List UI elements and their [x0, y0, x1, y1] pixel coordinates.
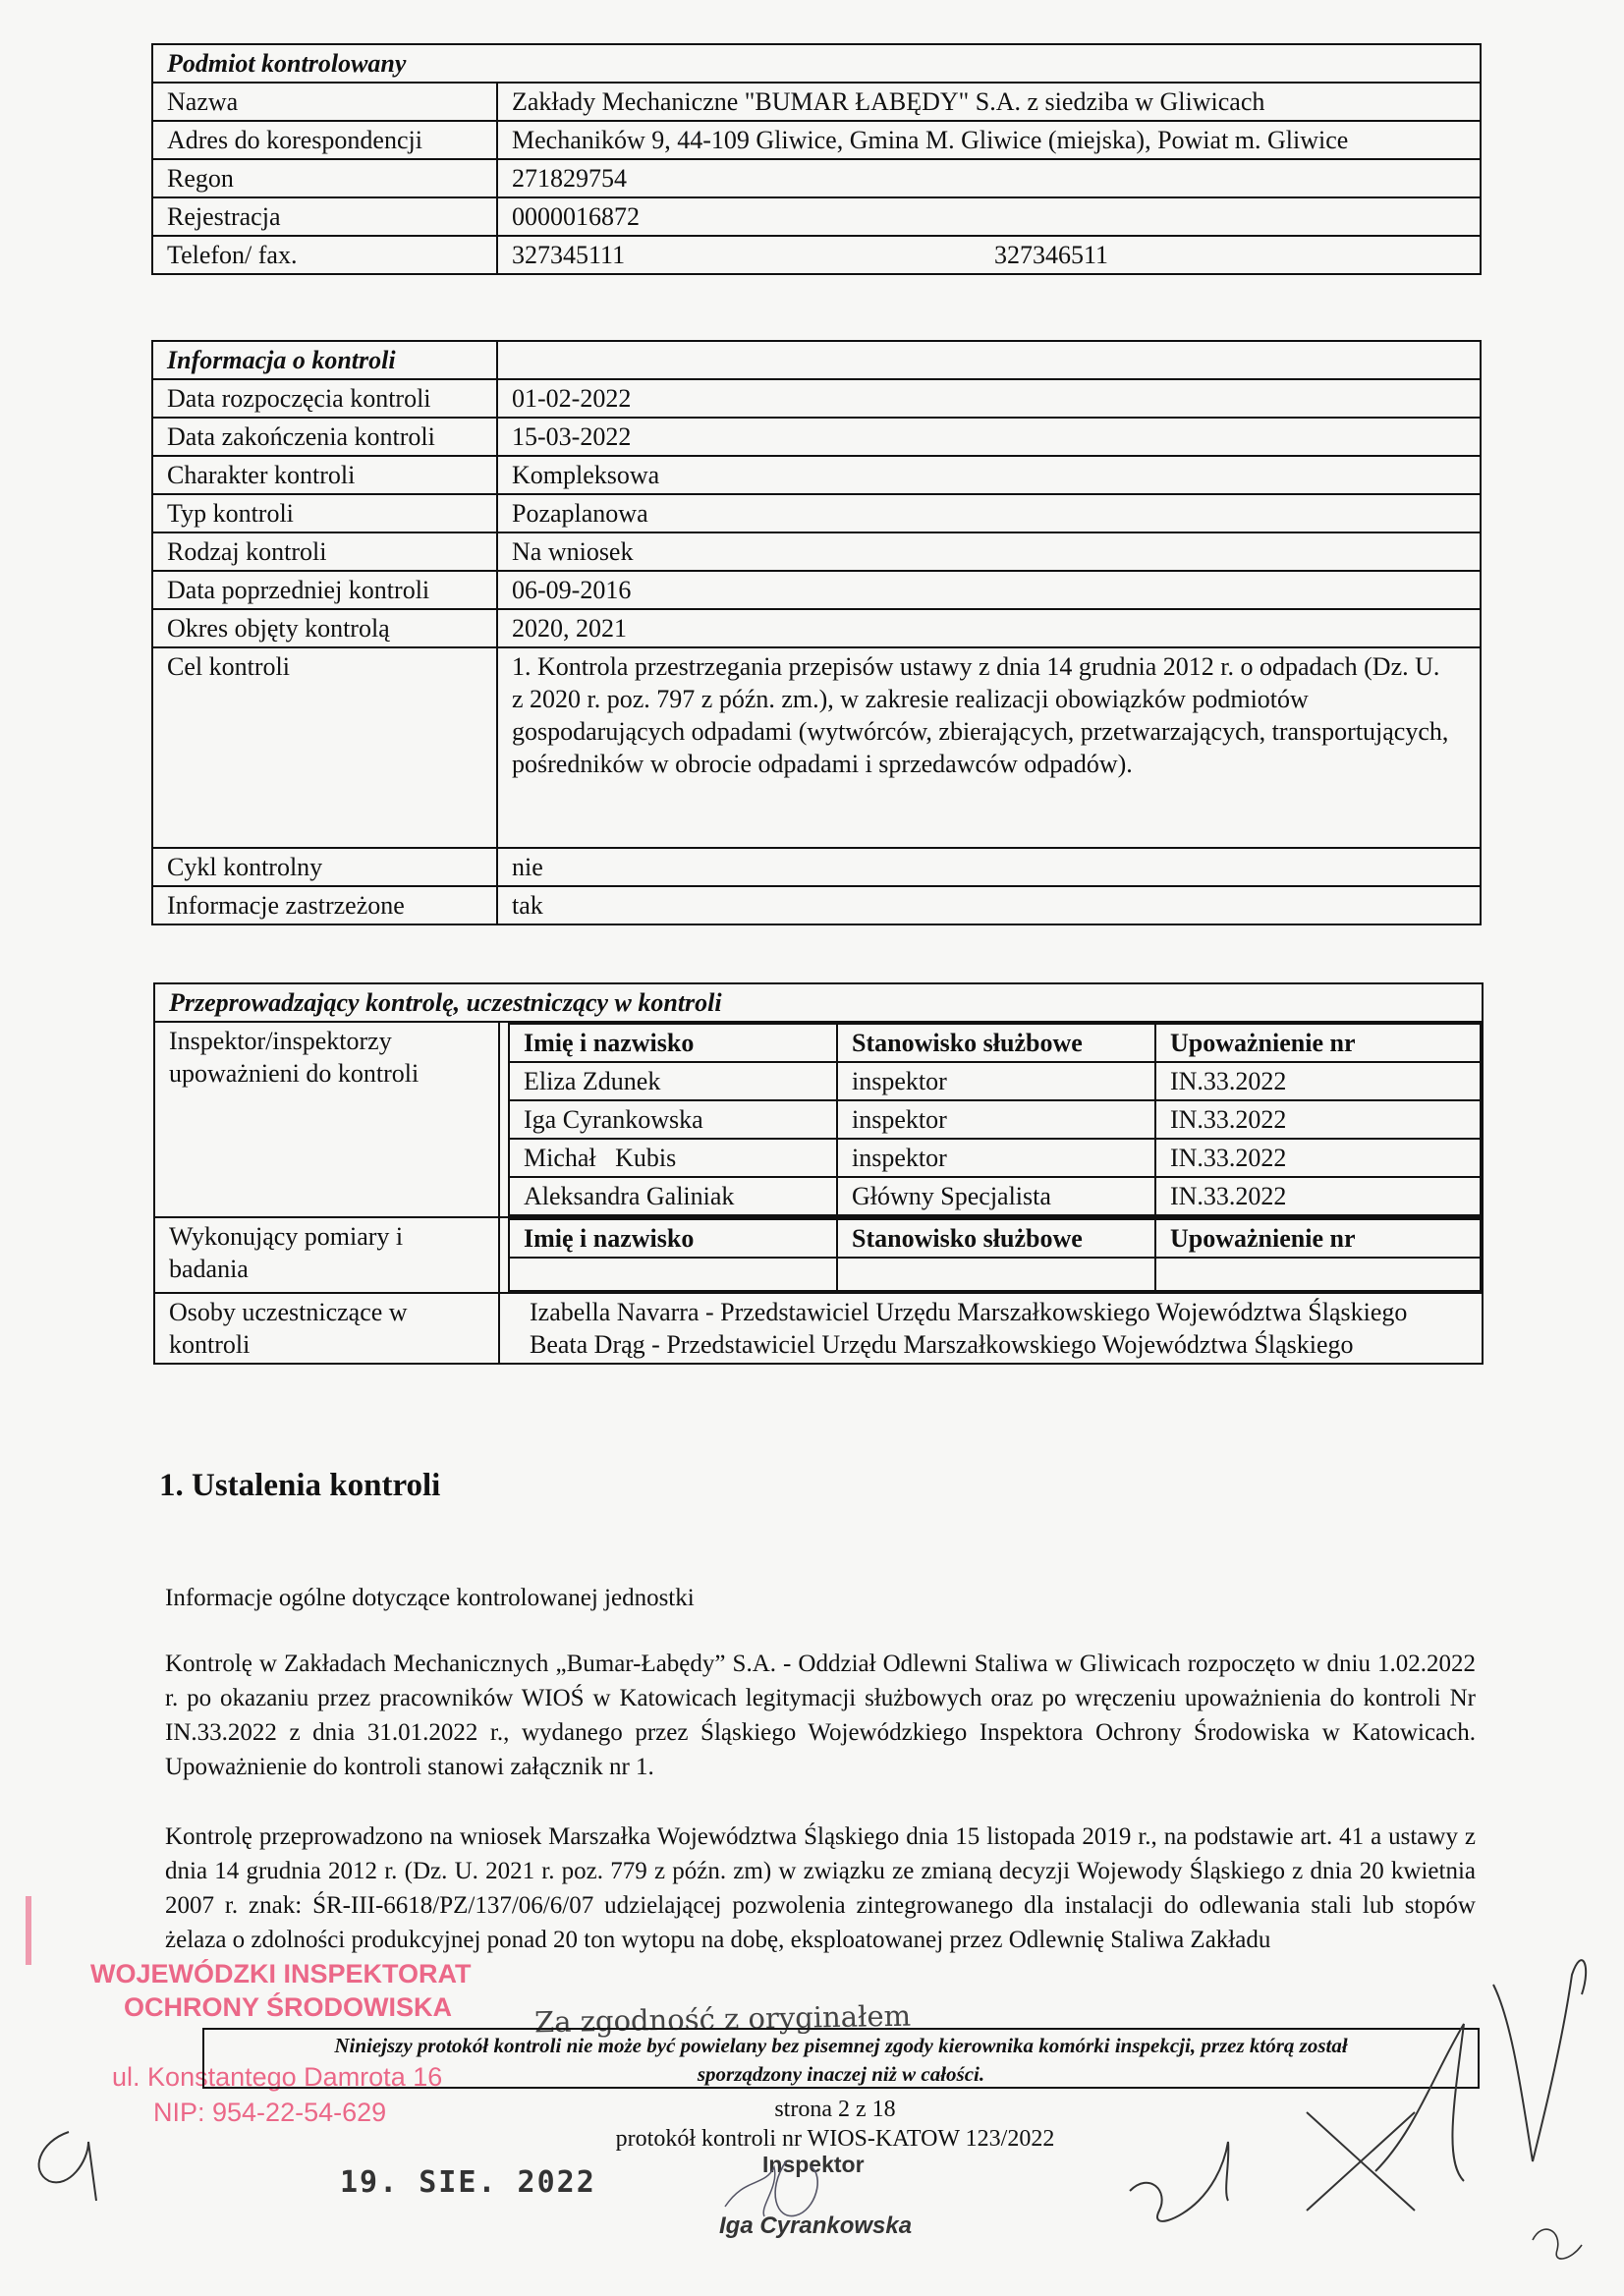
stamp-line-1: WOJEWÓDZKI INSPEKTORAT: [90, 1959, 472, 1988]
inspector-position: inspektor: [837, 1100, 1155, 1139]
col-header-position: Stanowisko służbowe: [837, 1219, 1155, 1258]
info-label: Informacje zastrzeżone: [152, 886, 497, 924]
inspector-position: Główny Specjalista: [837, 1177, 1155, 1215]
signature-left: [39, 2132, 96, 2201]
section-subtitle: Informacje ogólne dotyczące kontrolowanej jednostki: [165, 1585, 695, 1611]
inspector-role: Inspektor: [762, 2152, 865, 2177]
info-label: Data poprzedniej kontroli: [152, 571, 497, 609]
subject-phone-label: Telefon/ fax.: [152, 236, 497, 274]
info-label: Rodzaj kontroli: [152, 532, 497, 571]
copy-notice-line-1: Niniejszy protokół kontroli nie może być powielany bez pisemnej zgody kierownika komórki inspekcji, przez którą został: [334, 2034, 1348, 2057]
info-value: tak: [497, 886, 1481, 924]
inspector-name: Michał Kubis: [509, 1139, 837, 1177]
signature-inspector-3: [1307, 2024, 1464, 2211]
copy-notice-line-2: sporządzony inaczej niż w całości.: [697, 2062, 985, 2086]
inspector-auth: IN.33.2022: [1155, 1062, 1481, 1100]
subject-address-label: Adres do korespondencji: [152, 121, 497, 159]
certify-stamp: Za zgodność z oryginałem: [533, 1998, 912, 2040]
participants-label: Osoby uczestniczące w kontroli: [154, 1293, 499, 1364]
section-title: 1. Ustalenia kontroli: [159, 1468, 441, 1503]
col-header-auth: Upoważnienie nr: [1155, 1219, 1481, 1258]
section-paragraph-1: Kontrolę w Zakładach Mechanicznych „Bumar-Łabędy” S.A. - Oddział Odlewni Staliwa w Gliwicach rozpoczęto w dniu 1.02.2022 r. po okazaniu przez pracowników WIOŚ w Katowicach legitymacji służbowych oraz po wręczeniu upoważnienia do kontroli Nr IN.33.2022 z dnia 31.01.2022 r., wydanego przez Śląskiego Wojewódzkiego Inspektora Ochrony Środowiska w Katowicach. Upoważnienie do kontroli stanowi załącznik nr 1.: [165, 1651, 1476, 1780]
inspector-name: Eliza Zdunek: [509, 1062, 837, 1100]
signature-inspector-4: [1493, 1960, 1586, 2161]
col-header-name: Imię i nazwisko: [509, 1219, 837, 1258]
section-paragraph-2: Kontrolę przeprowadzono na wniosek Marszałka Województwa Śląskiego dnia 15 listopada 2019 r., na podstawie art. 41 a ustawy z dnia 14 grudnia 2012 r. (Dz. U. 2021 r. poz. 779 z późn. zm) w związku ze zmianą decyzji Wojewody Śląskiego z dnia 20 kwietnia 2007 r. znak: ŚR-III-6618/PZ/137/06/6/07 udzielającej pozwolenia zintegrowanego dla instalacji do odlewania stali lub stopów żelaza o zdolności produkcyjnej ponad 20 ton wytopu na dobę, eksploatowanej przez Odlewnię Staliwa Zakładu: [165, 1823, 1476, 1953]
inspector-stamp-name: Iga Cyrankowska: [719, 2212, 913, 2239]
info-label: Cykl kontrolny: [152, 848, 497, 886]
col-header-name: Imię i nazwisko: [509, 1024, 837, 1062]
inspectors-label: Inspektor/inspektorzy upoważnieni do kontroli: [154, 1022, 499, 1217]
subject-registration-label: Rejestracja: [152, 197, 497, 236]
page-number: strona 2 z 18: [774, 2097, 896, 2122]
stamp-nip: NIP: 954-22-54-629: [153, 2098, 387, 2127]
inspector-position: inspektor: [837, 1139, 1155, 1177]
subject-name-label: Nazwa: [152, 83, 497, 121]
signature-inspector-5: [1533, 2229, 1582, 2259]
inspector-auth: IN.33.2022: [1155, 1177, 1481, 1215]
subject-fax-value: 327346511: [994, 241, 1109, 269]
stamp-street-prefix: ul.: [112, 2062, 140, 2092]
participant-entry: Izabella Navarra - Przedstawiciel Urzędu Marszałkowskiego Województwa Śląskiego: [530, 1298, 1408, 1326]
col-header-position: Stanowisko służbowe: [837, 1024, 1155, 1062]
inspector-auth: IN.33.2022: [1155, 1100, 1481, 1139]
info-label: Data zakończenia kontroli: [152, 418, 497, 456]
signature-inspector-2: [1130, 2142, 1228, 2221]
info-label: Data rozpoczęcia kontroli: [152, 379, 497, 418]
participants-heading: Przeprowadzający kontrolę, uczestniczący w kontroli: [154, 983, 1483, 1022]
info-value: nie: [497, 848, 1481, 886]
stamp-street: Konstantego Damrota 16: [147, 2062, 443, 2092]
subject-regon-value: 271829754: [497, 159, 1481, 197]
inspector-name: Aleksandra Galiniak: [509, 1177, 837, 1215]
info-value-goal: 1. Kontrola przestrzegania przepisów ustawy z dnia 14 grudnia 2012 r. o odpadach (Dz. U. z 2020 r. poz. 797 z późn. zm.), w zakresie realizacji obowiązków podmiotów gospodarujących odpadami (wytwórców, zbierających, przetwarzających, transportujących, pośredników w obrocie odpadami i sprzedawców odpadów).: [497, 647, 1481, 848]
measurements-label: Wykonujący pomiary i badania: [154, 1217, 499, 1293]
info-value: 15-03-2022: [497, 418, 1481, 456]
stamp-line-2: OCHRONY ŚRODOWISKA: [124, 1992, 453, 2022]
col-header-auth: Upoważnienie nr: [1155, 1024, 1481, 1062]
info-value: Na wniosek: [497, 532, 1481, 571]
info-label: Cel kontroli: [152, 647, 497, 848]
info-value: Pozaplanowa: [497, 494, 1481, 532]
inspection-info-heading: Informacja o kontroli: [152, 341, 497, 379]
subject-registration-value: 0000016872: [497, 197, 1481, 236]
info-label: Typ kontroli: [152, 494, 497, 532]
subject-name-value: Zakłady Mechaniczne "BUMAR ŁABĘDY" S.A. z siedziba w Gliwicach: [497, 83, 1481, 121]
info-value: Kompleksowa: [497, 456, 1481, 494]
inspector-name: Iga Cyrankowska: [509, 1100, 837, 1139]
subject-heading: Podmiot kontrolowany: [152, 44, 1481, 83]
info-label: Charakter kontroli: [152, 456, 497, 494]
inspector-position: inspektor: [837, 1062, 1155, 1100]
signature-inspector-6: [725, 2167, 775, 2216]
info-value: 2020, 2021: [497, 609, 1481, 647]
subject-regon-label: Regon: [152, 159, 497, 197]
participant-entry: Beata Drąg - Przedstawiciel Urzędu Marszałkowskiego Województwa Śląskiego: [530, 1330, 1354, 1359]
protocol-number: protokół kontroli nr WIOS-KATOW 123/2022: [615, 2126, 1055, 2152]
signature-center: [775, 2161, 817, 2216]
info-label: Okres objęty kontrolą: [152, 609, 497, 647]
subject-address-value: Mechaników 9, 44-109 Gliwice, Gmina M. Gliwice (miejska), Powiat m. Gliwice: [497, 121, 1481, 159]
info-value: 06-09-2016: [497, 571, 1481, 609]
info-value: 01-02-2022: [497, 379, 1481, 418]
subject-phone-value: 327345111: [512, 241, 626, 269]
date-stamp: 19. SIE. 2022: [340, 2165, 596, 2200]
inspector-auth: IN.33.2022: [1155, 1139, 1481, 1177]
